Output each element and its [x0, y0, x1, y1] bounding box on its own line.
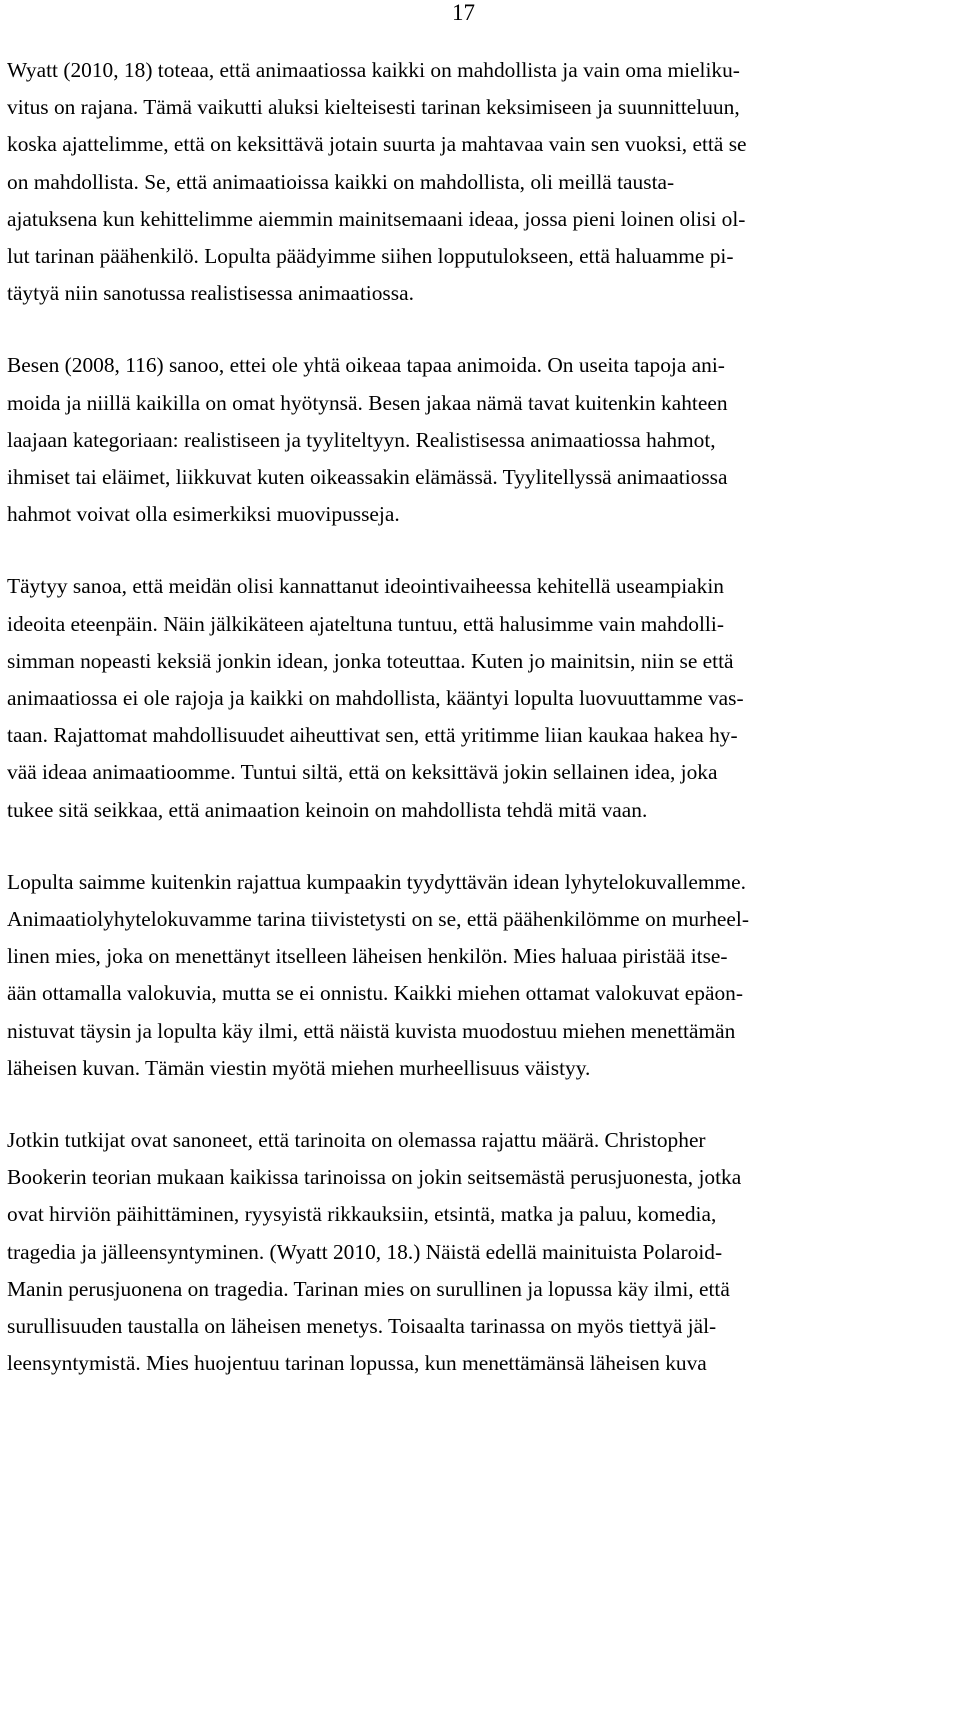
text-line: ajatuksena kun kehittelimme aiemmin mainitsemaani ideaa, jossa pieni loinen olisi ol- — [7, 206, 746, 231]
text-line: moida ja niillä kaikilla on omat hyötynsä. Besen jakaa nämä tavat kuitenkin kahteen — [7, 390, 728, 415]
text-line: leensyntymistä. Mies huojentuu tarinan lopussa, kun menettämänsä läheisen kuva — [7, 1351, 707, 1376]
text-line: täytyä niin sanotussa realistisessa animaatiossa. — [7, 281, 414, 306]
paragraph — [7, 347, 947, 533]
text-line: taan. Rajattomat mahdollisuudet aiheuttivat sen, että yritimme liian kaukaa hakea hy- — [7, 723, 738, 748]
paragraph — [7, 568, 947, 828]
text-line: tukee sitä seikkaa, että animaation keinoin on mahdollista tehdä mitä vaan. — [7, 797, 648, 822]
text-line: on mahdollista. Se, että animaatioissa kaikki on mahdollista, oli meillä tausta- — [7, 169, 675, 194]
text-line: läheisen kuvan. Tämän viestin myötä miehen murheellisuus väistyy. — [7, 1055, 591, 1080]
text-line: simman nopeasti keksiä jonkin idean, jonka toteuttaa. Kuten jo mainitsin, niin se että — [7, 648, 734, 673]
text-line: vää ideaa animaatioomme. Tuntui siltä, että on keksittävä jokin sellainen idea, joka — [7, 760, 718, 785]
page-number: 17 — [452, 0, 475, 25]
text-line: tragedia ja jälleensyntyminen. (Wyatt 2010, 18.) Näistä edellä mainituista Polaroid- — [7, 1239, 723, 1264]
text-line: Jotkin tutkijat ovat sanoneet, että tarinoita on olemassa rajattu määrä. Christopher — [7, 1128, 706, 1153]
text-line: surullisuuden taustalla on läheisen menetys. Toisaalta tarinassa on myös tiettyä jäl- — [7, 1314, 717, 1339]
text-line: Lopulta saimme kuitenkin rajattua kumpaakin tyydyttävän idean lyhytelokuvallemme. — [7, 869, 746, 894]
text-line: Bookerin teorian mukaan kaikissa tarinoissa on jokin seitsemästä perusjuonesta, jotka — [7, 1165, 742, 1190]
text-line: nistuvat täysin ja lopulta käy ilmi, että näistä kuvista muodostuu miehen menettämän — [7, 1018, 736, 1043]
text-line: ovat hirviön päihittäminen, ryysyistä rikkauksiin, etsintä, matka ja paluu, komedia, — [7, 1202, 717, 1227]
paragraph — [7, 1122, 947, 1382]
paragraph — [7, 864, 947, 1087]
text-line: Besen (2008, 116) sanoo, ettei ole yhtä oikeaa tapaa animoida. On useita tapoja ani- — [7, 353, 725, 378]
text-line: hahmot voivat olla esimerkiksi muovipusseja. — [7, 502, 400, 527]
paragraph — [7, 52, 947, 312]
text-line: lut tarinan päähenkilö. Lopulta päädyimme siihen lopputulokseen, että haluamme pi- — [7, 244, 734, 269]
text-line: ihmiset tai eläimet, liikkuvat kuten oikeassakin elämässä. Tyylitellyssä animaatiossa — [7, 465, 728, 490]
text-line: Wyatt (2010, 18) toteaa, että animaatiossa kaikki on mahdollista ja vain oma mieliku- — [7, 58, 740, 82]
text-line: linen mies, joka on menettänyt itselleen läheisen henkilön. Mies haluaa piristää itse- — [7, 944, 728, 969]
text-line: laajaan kategoriaan: realistiseen ja tyyliteltyyn. Realistisessa animaatiossa hahmot, — [7, 427, 716, 452]
text-line: Animaatiolyhytelokuvamme tarina tiivistetysti on se, että päähenkilömme on murheel- — [7, 907, 749, 932]
text-line: Manin perusjuonena on tragedia. Tarinan mies on surullinen ja lopussa käy ilmi, että — [7, 1276, 730, 1301]
text-line: animaatiossa ei ole rajoja ja kaikki on mahdollista, kääntyi lopulta luovuuttamme vas- — [7, 686, 744, 711]
text-line: ideoita eteenpäin. Näin jälkikäteen ajateltuna tuntuu, että halusimme vain mahdolli- — [7, 611, 724, 636]
text-line: koska ajattelimme, että on keksittävä jotain suurta ja mahtavaa vain sen vuoksi, että se — [7, 132, 747, 157]
text-line: vitus on rajana. Tämä vaikutti aluksi kielteisesti tarinan keksimiseen ja suunnitteluun, — [7, 95, 740, 120]
text-line: ään ottamalla valokuvia, mutta se ei onnistu. Kaikki miehen ottamat valokuvat epäon- — [7, 981, 743, 1006]
body-text — [7, 52, 947, 1418]
text-line: Täytyy sanoa, että meidän olisi kannattanut ideointivaiheessa kehitellä useampiakin — [7, 574, 724, 599]
